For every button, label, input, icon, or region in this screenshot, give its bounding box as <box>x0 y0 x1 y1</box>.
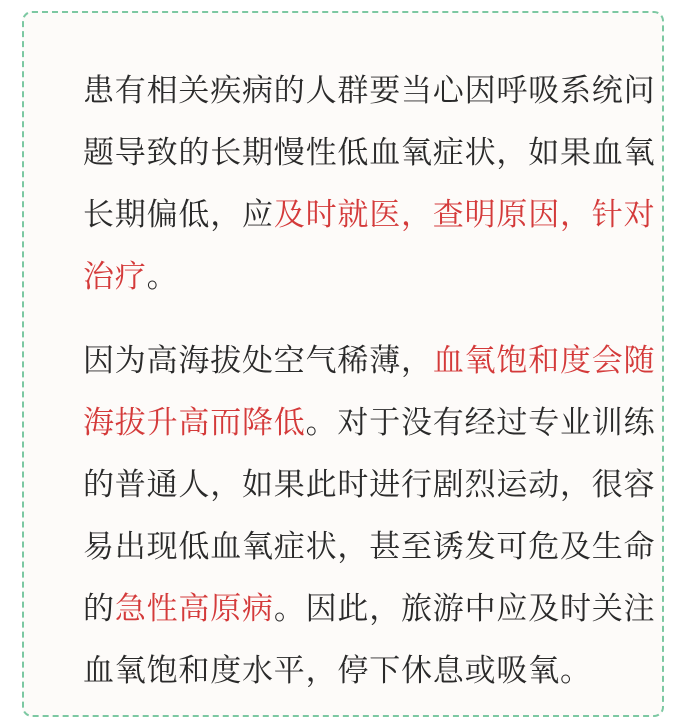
paragraph-high-altitude <box>83 330 663 702</box>
text-segment: 患有相关疾病的人群要当心因呼吸系统问题导致的长期慢性低血氧症状，如果血氧长期偏低，应 <box>83 73 656 233</box>
paragraph-chronic-hypoxemia <box>83 60 663 308</box>
highlighted-altitude-sickness: 急性高原病 <box>114 591 274 627</box>
info-card <box>22 11 664 717</box>
text-segment: 。因此，旅游中应及时关注血氧饱和度水平，停下休息或吸氧。 <box>83 591 656 689</box>
text-segment: 。 <box>146 259 179 295</box>
text-segment: 。对于没有经过专业训练的普通人，如果此时进行剧烈运动，很容易出现低血氧症状，甚至诱发可危及生命的 <box>83 405 656 627</box>
text-segment: 因为高海拔处空气稀薄， <box>83 343 433 379</box>
highlighted-advice: 及时就医，查明原因，针对治疗 <box>83 197 656 295</box>
highlighted-altitude-effect: 血氧饱和度会随海拔升高而降低 <box>83 343 656 441</box>
